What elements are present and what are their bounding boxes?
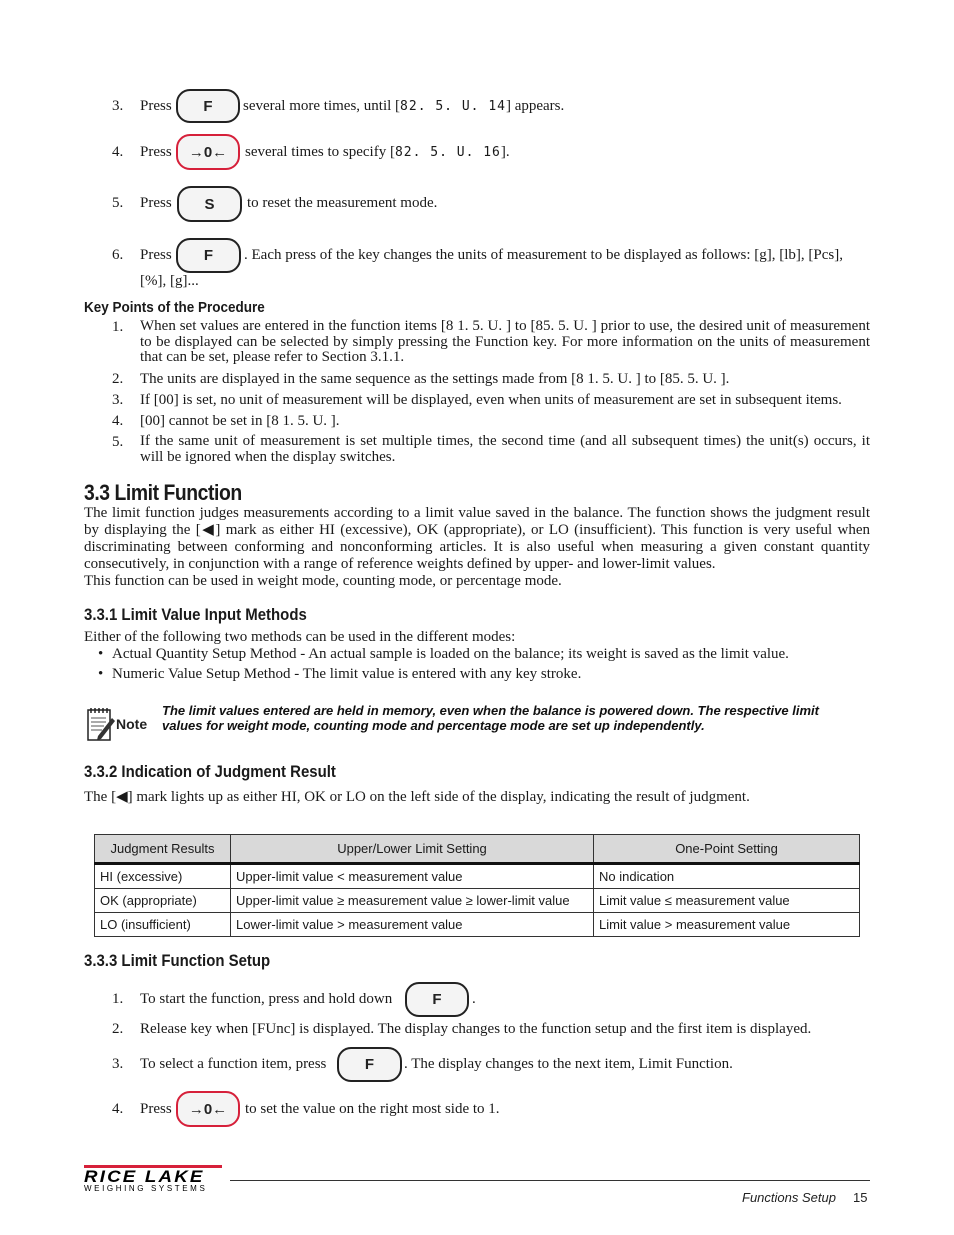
table-row bbox=[95, 889, 860, 913]
table-cell: No indication bbox=[594, 864, 860, 889]
f-key: F bbox=[337, 1047, 402, 1082]
bullet-item: Numeric Value Setup Method - The limit value is entered with any key stroke. bbox=[112, 666, 582, 682]
list-number: 5. bbox=[112, 434, 124, 450]
list-number: 4. bbox=[112, 413, 124, 429]
bullet-item: Actual Quantity Setup Method - An actual sample is loaded on the balance; its weight is saved as the limit value. bbox=[112, 646, 789, 662]
bullet-icon: • bbox=[98, 666, 104, 682]
step-text: To select a function item, press bbox=[140, 1056, 327, 1072]
s-key: S bbox=[177, 186, 242, 222]
zero-key: →0← bbox=[176, 1091, 240, 1127]
table-row bbox=[95, 913, 860, 937]
table-cell: Limit value ≤ measurement value bbox=[594, 889, 860, 913]
table-cell: Upper-limit value < measurement value bbox=[231, 864, 594, 889]
table-cell: OK (appropriate) bbox=[95, 889, 231, 913]
list-item: If the same unit of measurement is set multiple times, the second time (and all subsequent times) the unit(s) occurs, it will be ignored when the display switches. bbox=[140, 433, 870, 465]
list-number: 3. bbox=[112, 392, 124, 408]
subsection-title: 3.3.2 Indication of Judgment Result bbox=[84, 762, 336, 781]
step-number: 1. bbox=[112, 991, 124, 1007]
list-item: [00] cannot be set in [8 1. 5. U. ]. bbox=[140, 413, 340, 429]
page-number: 15 bbox=[853, 1190, 868, 1205]
list-number: 2. bbox=[112, 371, 124, 387]
note-label: Note bbox=[116, 716, 148, 732]
key-points-heading: Key Points of the Procedure bbox=[84, 299, 265, 316]
step-number: 2. bbox=[112, 1021, 124, 1037]
subsection-intro: Either of the following two methods can be used in the different modes: bbox=[84, 629, 516, 645]
step-text: Press bbox=[140, 195, 172, 211]
bullet-icon: • bbox=[98, 646, 104, 662]
judgment-table bbox=[94, 834, 860, 937]
step-number: 4. bbox=[112, 144, 124, 160]
subsection-title: 3.3.1 Limit Value Input Methods bbox=[84, 605, 307, 624]
zero-key: →0← bbox=[176, 134, 240, 170]
f-key: F bbox=[176, 89, 240, 123]
f-key: F bbox=[176, 238, 241, 273]
logo-subtext: WEIGHING SYSTEMS bbox=[84, 1184, 208, 1193]
table-cell: LO (insufficient) bbox=[95, 913, 231, 937]
note-icon bbox=[86, 706, 116, 744]
step-text: . The display changes to the next item, Limit Function. bbox=[404, 1056, 733, 1072]
table-cell: Lower-limit value > measurement value bbox=[231, 913, 594, 937]
table-row bbox=[95, 864, 860, 889]
step-text: several more times, until [82. 5. U. 14] appears. bbox=[243, 98, 565, 114]
section-title: 3.3 Limit Function bbox=[84, 480, 242, 505]
step-text: . Each press of the key changes the units of measurement to be displayed as follows: [g], [lb], [Pcs], bbox=[244, 247, 844, 263]
list-item: If [00] is set, no unit of measurement will be displayed, even when units of measurement are set in subsequent items. bbox=[140, 392, 842, 408]
step-text: Press bbox=[140, 98, 172, 114]
table-header-row bbox=[95, 835, 860, 864]
note-text: The limit values entered are held in memory, even when the balance is powered down. The respective limit values for weight mode, counting mode and percentage mode are set up independently. bbox=[162, 703, 819, 733]
list-item: When set values are entered in the function items [8 1. 5. U. ] to [85. 5. U. ] prior to use, the desired unit of measurement to be displayed can be selected by simply pressing the Function key. For more information on the units of measurement that can be set, please refer to Section 3.1.1. bbox=[140, 318, 870, 365]
step-text: Press bbox=[140, 144, 172, 160]
footer-rule bbox=[230, 1180, 870, 1181]
section-paragraph: This function can be used in weight mode, counting mode, or percentage mode. bbox=[84, 573, 562, 589]
footer-section: Functions Setup bbox=[742, 1190, 836, 1205]
step-text: Press bbox=[140, 247, 172, 263]
table-header: One-Point Setting bbox=[594, 835, 860, 864]
table-cell: Upper-limit value ≥ measurement value ≥ lower-limit value bbox=[231, 889, 594, 913]
step-text: To start the function, press and hold down bbox=[140, 991, 393, 1007]
subsection-paragraph: The [◀] mark lights up as either HI, OK or LO on the left side of the display, indicating the result of judgment. bbox=[84, 789, 750, 805]
step-text-continued: [%], [g]... bbox=[140, 273, 199, 289]
step-text: several times to specify [82. 5. U. 16]. bbox=[245, 144, 510, 160]
step-number: 3. bbox=[112, 1056, 124, 1072]
table-cell: Limit value > measurement value bbox=[594, 913, 860, 937]
table-cell: HI (excessive) bbox=[95, 864, 231, 889]
step-text: Press bbox=[140, 1101, 172, 1117]
list-item: The units are displayed in the same sequence as the settings made from [8 1. 5. U. ] to [85. 5. U. ]. bbox=[140, 371, 730, 387]
step-text: . bbox=[472, 991, 476, 1007]
step-text: to set the value on the right most side to 1. bbox=[245, 1101, 500, 1117]
table-header: Judgment Results bbox=[95, 835, 231, 864]
section-paragraph: The limit function judges measurements according to a limit value saved in the balance. The function shows the judgment result by displaying the [◀] mark as either HI (excessive), OK (appropriate), or LO (insufficient). This function is very useful when discriminating between conforming and nonconforming articles. It is also useful when measuring a given constant quantity consecutively, in conjunction with a range of reference weights defined by upper- and lower-limit values. bbox=[84, 505, 870, 572]
step-number: 5. bbox=[112, 195, 124, 211]
step-text: Release key when [FUnc] is displayed. The display changes to the function setup and the first item is displayed. bbox=[140, 1021, 812, 1037]
step-number: 4. bbox=[112, 1101, 124, 1117]
table-header: Upper/Lower Limit Setting bbox=[231, 835, 594, 864]
f-key: F bbox=[405, 982, 469, 1017]
rice-lake-logo bbox=[84, 1165, 222, 1201]
step-number: 6. bbox=[112, 247, 124, 263]
step-number: 3. bbox=[112, 98, 124, 114]
subsection-title: 3.3.3 Limit Function Setup bbox=[84, 951, 271, 970]
list-number: 1. bbox=[112, 319, 124, 335]
logo-text: RICE LAKE bbox=[84, 1167, 205, 1182]
step-text: to reset the measurement mode. bbox=[247, 195, 438, 211]
